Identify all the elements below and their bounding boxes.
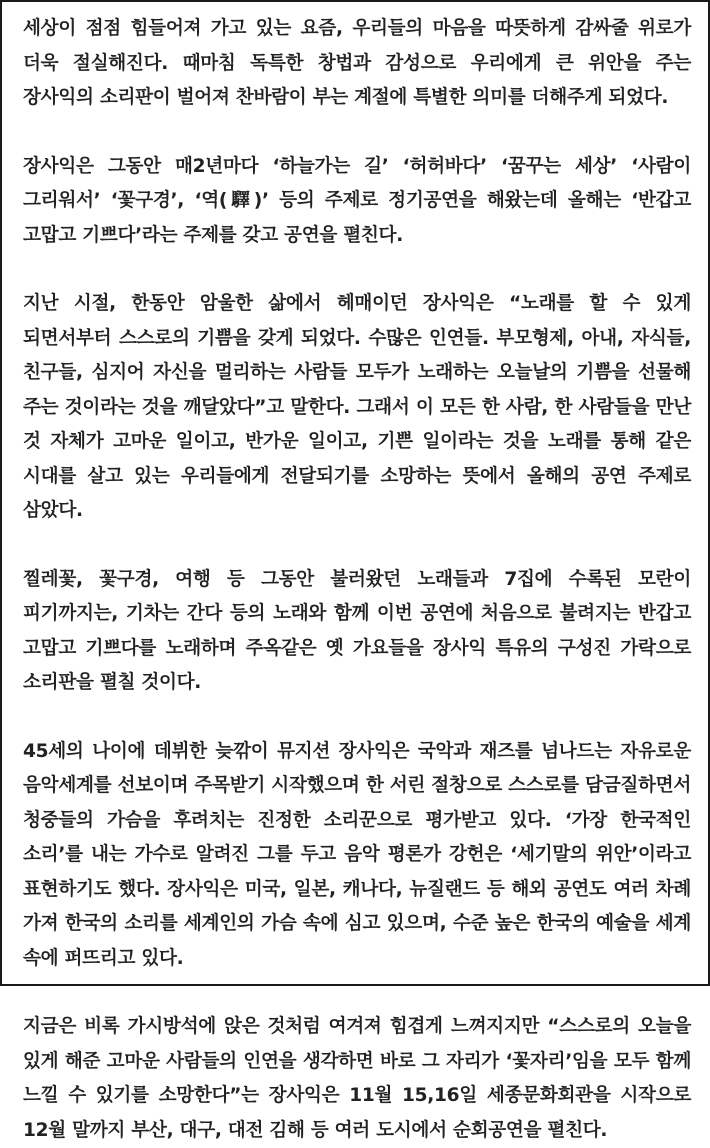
- paragraph-background: 지난 시절, 한동안 암울한 삶에서 헤매이던 장사익은 “노래를 할 수 있게 되면서부터 스스로의 기쁨을 갖게 되었다. 수많은 인연들. 부모형제, 아내, 자식들, 친구들, 심지어 자신을 멀리하는 사람들 모두가 노래하는 오늘날의 기쁨을 선물해 주는 것이라는 것을 깨달았다”고 말한다. 그래서 이 모든 한 사람, 한 사람들을 만난 것 자체가 고마운 일이고, 반가운 일이고, 기쁜 일이라는 것을 노래를 통해 같은 시대를 살고 있는 우리들에게 전달되기를 소망하는 뜻에서 올해의 공연 주제로 삼았다.: [23, 293, 691, 521]
- paragraph-intro: 세상이 점점 힘들어져 가고 있는 요즘, 우리들의 마음을 따뜻하게 감싸줄 위로가 더욱 절실해진다. 때마침 독특한 창법과 감성으로 우리에게 큰 위안을 주는 장사익의 소리판이 벌어져 찬바람이 부는 계절에 특별한 의미를 더해주게 되었다.: [23, 18, 691, 108]
- paragraph-setlist: 찔레꽃, 꽃구경, 여행 등 그동안 불러왔던 노래들과 7집에 수록된 모란이 피기까지는, 기차는 간다 등의 노래와 함께 이번 공연에 처음으로 불려지는 반갑고 고맙고 기쁘다를 노래하며 주옥같은 옛 가요들을 장사익 특유의 구성진 가락으로 소리판을 펼칠 것이다.: [23, 568, 691, 693]
- article-body: [23, 12, 691, 1148]
- paragraph-concert-theme: 장사익은 그동안 매2년마다 ‘하늘가는 길’ ‘허허바다’ ‘꿈꾸는 세상’ ‘사람이 그리워서’ ‘꽃구경’, ‘역(驛)’ 등의 주제로 정기공연을 해왔는데 올해는 ‘반갑고 고맙고 기쁘다’라는 주제를 갖고 공연을 펼친다.: [23, 155, 691, 246]
- paragraph-career: 45세의 나이에 데뷔한 늦깎이 뮤지션 장사익은 국악과 재즈를 넘나드는 자유로운 음악세계를 선보이며 주목받기 시작했으며 한 서린 절창으로 스스로를 담금질하면서 청중들의 가슴을 후려치는 진정한 소리꾼으로 평가받고 있다. ‘가장 한국적인 소리’를 내는 가수로 알려진 그를 두고 음악 평론가 강헌은 ‘세기말의 위안’이라고 표현하기도 했다. 장사익은 미국, 일본, 캐나다, 뉴질랜드 등 해외 공연도 여러 차례 가져 한국의 소리를 세계인의 가슴 속에 심고 있으며, 수준 높은 한국의 예술을 세계 속에 퍼뜨리고 있다.: [23, 740, 691, 969]
- paragraph-tour-schedule: 지금은 비록 가시방석에 앉은 것처럼 여겨져 힘겹게 느껴지지만 “스스로의 오늘을 있게 해준 고마운 사람들의 인연을 생각하면 바로 그 자리가 ‘꽃자리’임을 모두 함께 느낄 수 있기를 소망한다”는 장사익은 11월 15,16일 세종문화회관을 시작으로 12월 말까지 부산, 대구, 대전 김해 등 여러 도시에서 순회공연을 펼친다.: [23, 1016, 691, 1141]
